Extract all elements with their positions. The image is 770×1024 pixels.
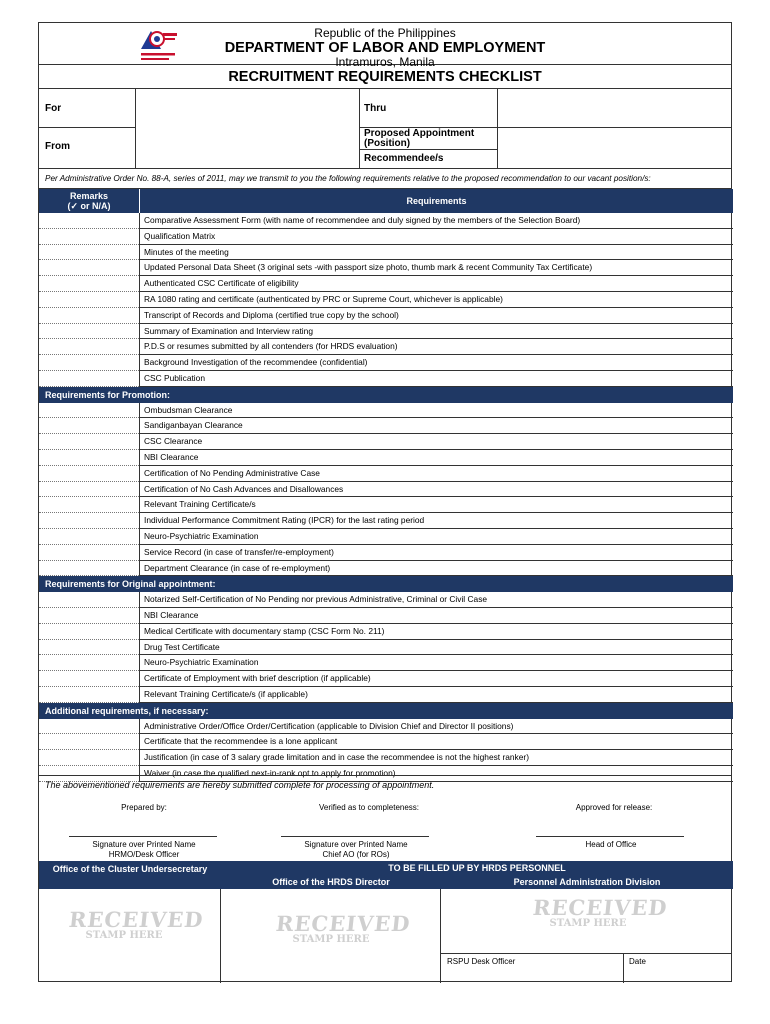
stamp-here-text: STAMP HERE (292, 934, 370, 945)
received-stamp-1 (67, 907, 205, 941)
checklist-form (38, 22, 732, 982)
remarks-cell[interactable] (39, 734, 139, 750)
stamp-received-text: RECEIVED (67, 907, 205, 932)
requirement-cell: Administrative Order/Office Order/Certification (applicable to Division Chief and Director II positions) (139, 719, 733, 735)
requirement-cell: P.D.S or resumes submitted by all contenders (for HRDS evaluation) (139, 339, 733, 355)
requirement-cell: Certification of No Pending Administrative Case (139, 466, 733, 482)
remarks-cell[interactable] (39, 655, 139, 671)
requirement-cell: Background Investigation of the recommendee (confidential) (139, 355, 733, 371)
remarks-cell[interactable] (39, 276, 139, 292)
stamp-here-text: STAMP HERE (549, 918, 627, 929)
table-row (39, 418, 733, 434)
requirement-cell: Updated Personal Data Sheet (3 original sets -with passport size photo, thumb mark & recent Community Tax Certificate) (139, 260, 733, 276)
table-row (39, 608, 733, 624)
remarks-header-label: Remarks (69, 191, 109, 201)
for-label: For (45, 103, 62, 114)
table-row (39, 750, 733, 766)
remarks-cell[interactable] (39, 403, 139, 419)
routing-header (39, 861, 733, 889)
sig-hrmo-line1: Signature over Printed Name (92, 840, 196, 849)
remarks-cell[interactable] (39, 640, 139, 656)
requirement-cell: Service Record (in case of transfer/re-employment) (139, 545, 733, 561)
routing-block (39, 89, 731, 169)
hrds-director-label: Office of the HRDS Director (272, 877, 390, 887)
general-requirements (39, 213, 733, 387)
remarks-cell[interactable] (39, 466, 139, 482)
remarks-cell[interactable] (39, 324, 139, 340)
remarks-cell[interactable] (39, 229, 139, 245)
sig-chief-line2: Chief AO (for ROs) (322, 850, 390, 859)
requirement-cell: Drug Test Certificate (139, 640, 733, 656)
table-row (39, 561, 733, 577)
remarks-cell[interactable] (39, 529, 139, 545)
table-row (39, 466, 733, 482)
remarks-cell[interactable] (39, 671, 139, 687)
remarks-cell[interactable] (39, 213, 139, 229)
remarks-cell[interactable] (39, 687, 139, 703)
remarks-cell[interactable] (39, 513, 139, 529)
transmittal-text: Per Administrative Order No. 88-A, series of 2011, may we transmit to you the following requirements relative to the proposed recommendation to our vacant position/s: (39, 169, 731, 189)
proposed-appointment-field[interactable] (498, 128, 731, 149)
remarks-cell[interactable] (39, 245, 139, 261)
prepared-by-label: Prepared by: (121, 803, 167, 812)
stamp-box-cluster[interactable] (39, 889, 221, 983)
table-row (39, 545, 733, 561)
thru-label: Thru (364, 103, 387, 114)
received-stamp-2 (274, 911, 412, 945)
remarks-cell[interactable] (39, 497, 139, 513)
requirement-cell: Waiver (in case the qualified next-in-rank opt to apply for promotion) (139, 766, 733, 782)
header-location: Intramuros, Manila (335, 55, 435, 69)
form-header (39, 23, 731, 69)
requirement-cell: Neuro-Psychiatric Examination (139, 655, 733, 671)
requirement-cell: Department Clearance (in case of re-employment) (139, 561, 733, 577)
sig-head-caption: Head of Office (585, 840, 637, 849)
promotion-requirements (39, 403, 733, 577)
remarks-cell[interactable] (39, 545, 139, 561)
table-row (39, 245, 733, 261)
table-row (39, 592, 733, 608)
rspu-desk-officer-label: RSPU Desk Officer (447, 957, 516, 966)
remarks-cell[interactable] (39, 482, 139, 498)
requirement-cell: Individual Performance Commitment Rating (IPCR) for the last rating period (139, 513, 733, 529)
stamp-box-personnel[interactable] (441, 889, 731, 983)
dole-logo-icon (139, 27, 179, 63)
table-row (39, 292, 733, 308)
requirement-cell: Sandiganbayan Clearance (139, 418, 733, 434)
header-department: DEPARTMENT OF LABOR AND EMPLOYMENT (224, 40, 546, 56)
requirement-cell: CSC Clearance (139, 434, 733, 450)
proposed-appointment-label: Proposed Appointment (Position) (364, 128, 475, 149)
table-row (39, 734, 733, 750)
received-stamp-3 (531, 895, 669, 929)
remarks-cell[interactable] (39, 624, 139, 640)
table-row (39, 497, 733, 513)
additional-requirements (39, 719, 733, 782)
requirement-cell: RA 1080 rating and certificate (authenticated by PRC or Supreme Court, whichever is applicable) (139, 292, 733, 308)
personnel-division-label: Personnel Administration Division (513, 877, 661, 887)
table-row (39, 260, 733, 276)
table-row (39, 229, 733, 245)
recommendee-field[interactable] (498, 150, 731, 169)
page-title: RECRUITMENT REQUIREMENTS CHECKLIST (39, 65, 731, 89)
table-row (39, 403, 733, 419)
table-row (39, 513, 733, 529)
remarks-cell[interactable] (39, 418, 139, 434)
requirement-cell: Minutes of the meeting (139, 245, 733, 261)
table-row (39, 529, 733, 545)
requirement-cell: Relevant Training Certificate/s (139, 497, 733, 513)
table-row (39, 276, 733, 292)
remarks-cell[interactable] (39, 260, 139, 276)
remarks-cell[interactable] (39, 750, 139, 766)
requirement-cell: Certificate of Employment with brief description (if applicable) (139, 671, 733, 687)
to-be-filled-label: TO BE FILLED UP BY HRDS PERSONNEL (388, 863, 566, 873)
requirement-cell: Certification of No Cash Advances and Disallowances (139, 482, 733, 498)
remarks-cell[interactable] (39, 308, 139, 324)
table-row (39, 671, 733, 687)
verified-label: Verified as to completeness: (318, 803, 420, 812)
remarks-header-sub: (✓ or N/A) (67, 201, 111, 211)
table-row (39, 308, 733, 324)
sig-hrmo-line2: HRMO/Desk Officer (108, 850, 180, 859)
table-row (39, 355, 733, 371)
table-row (39, 434, 733, 450)
table-row (39, 719, 733, 735)
requirement-cell: Neuro-Psychiatric Examination (139, 529, 733, 545)
signature-line-hrmo[interactable] (69, 836, 217, 837)
table-row (39, 655, 733, 671)
requirement-cell: Notarized Self-Certification of No Pending nor previous Administrative, Criminal or Civil Case (139, 592, 733, 608)
original-requirements (39, 592, 733, 703)
stamp-box-hrds-director[interactable] (221, 889, 441, 983)
requirement-cell: NBI Clearance (139, 608, 733, 624)
remarks-cell[interactable] (39, 561, 139, 577)
completion-statement: The abovementioned requirements are hereby submitted complete for processing of appointment. (39, 775, 731, 793)
requirement-cell: Justification (in case of 3 salary grade limitation and in case the recommendee is not the highest ranker) (139, 750, 733, 766)
stamp-here-text: STAMP HERE (85, 930, 163, 941)
signature-line-head[interactable] (536, 836, 684, 837)
remarks-cell[interactable] (39, 608, 139, 624)
table-header (39, 189, 733, 213)
remarks-cell[interactable] (39, 592, 139, 608)
requirement-cell: Relevant Training Certificate/s (if applicable) (139, 687, 733, 703)
requirement-cell: Certificate that the recommendee is a lone applicant (139, 734, 733, 750)
signature-line-chief-ao[interactable] (281, 836, 429, 837)
table-row (39, 450, 733, 466)
remarks-cell[interactable] (39, 292, 139, 308)
requirement-cell: Medical Certificate with documentary stamp (CSC Form No. 211) (139, 624, 733, 640)
cluster-office-label: Office of the Cluster Undersecretary (52, 864, 208, 874)
table-row (39, 324, 733, 340)
stamp-received-text: RECEIVED (274, 911, 412, 936)
approved-label: Approved for release: (575, 803, 653, 812)
requirement-cell: NBI Clearance (139, 450, 733, 466)
header-republic: Republic of the Philippines (314, 26, 456, 40)
requirement-cell: Authenticated CSC Certificate of eligibility (139, 276, 733, 292)
table-row (39, 339, 733, 355)
stamp-received-text: RECEIVED (531, 895, 669, 920)
recommendee-label: Recommendee/s (364, 153, 444, 164)
table-row (39, 687, 733, 703)
sig-chief-caption (281, 840, 431, 860)
requirement-cell: Ombudsman Clearance (139, 403, 733, 419)
for-field[interactable] (136, 89, 359, 127)
section-additional-title: Additional requirements, if necessary: (39, 703, 733, 719)
remarks-cell[interactable] (39, 719, 139, 735)
remarks-cell[interactable] (39, 450, 139, 466)
sig-hrmo-caption (69, 840, 219, 860)
table-row (39, 624, 733, 640)
table-row (39, 213, 733, 229)
table-row (39, 482, 733, 498)
remarks-cell[interactable] (39, 355, 139, 371)
remarks-header (39, 189, 139, 211)
requirement-cell: Transcript of Records and Diploma (certified true copy by the school) (139, 308, 733, 324)
sig-chief-line1: Signature over Printed Name (304, 840, 408, 849)
requirements-header: Requirements (139, 189, 733, 213)
table-row (39, 640, 733, 656)
table-row (39, 371, 733, 387)
section-promotion-title: Requirements for Promotion: (39, 387, 733, 403)
requirement-cell: Qualification Matrix (139, 229, 733, 245)
remarks-cell[interactable] (39, 339, 139, 355)
remarks-cell[interactable] (39, 434, 139, 450)
requirement-cell: Summary of Examination and Interview rating (139, 324, 733, 340)
requirements-table (39, 189, 733, 782)
from-field[interactable] (136, 128, 359, 169)
requirement-cell: Comparative Assessment Form (with name of recommendee and duly signed by the members of the Selection Board) (139, 213, 733, 229)
remarks-cell[interactable] (39, 371, 139, 387)
requirement-cell: CSC Publication (139, 371, 733, 387)
thru-field[interactable] (498, 89, 731, 127)
from-label: From (45, 141, 70, 152)
section-original-title: Requirements for Original appointment: (39, 576, 733, 592)
date-label: Date (629, 957, 646, 966)
